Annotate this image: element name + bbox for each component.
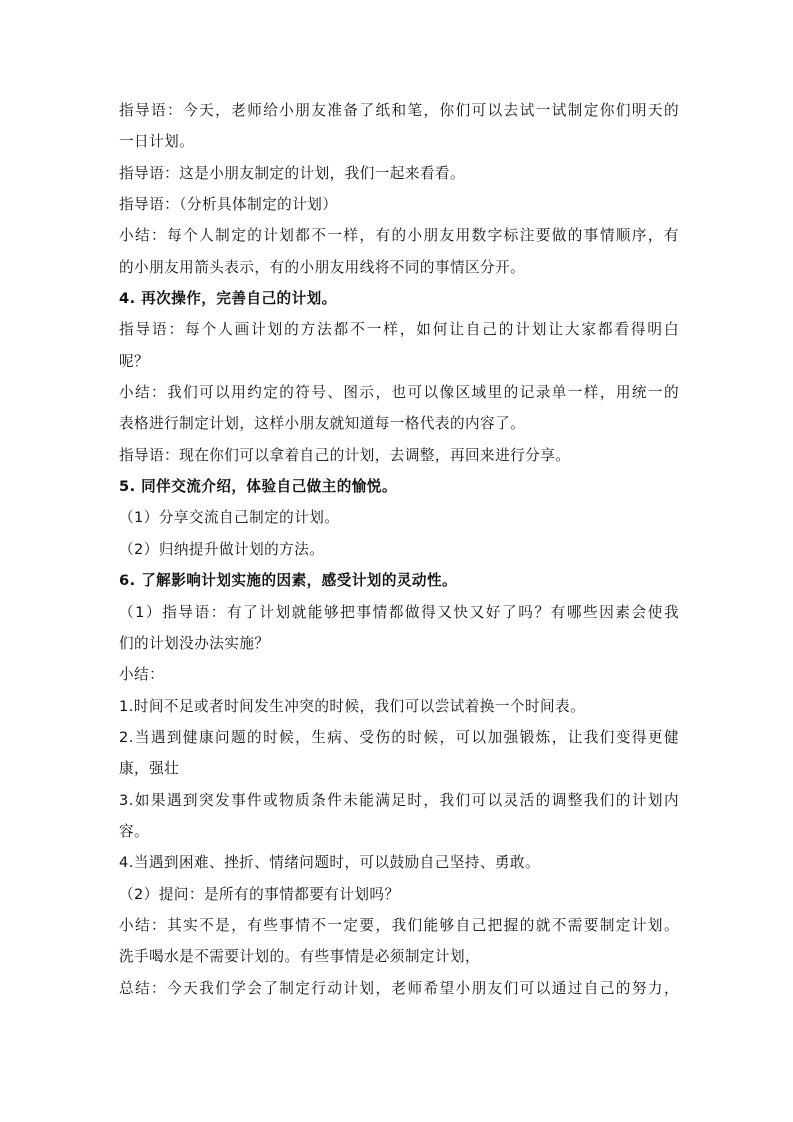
text-line: 表格进行制定计划，这样小朋友就知道每一格代表的内容了。 bbox=[119, 415, 526, 433]
text-line: 小结：我们可以用约定的符号、图示，也可以像区域里的记录单一样，用统一的 bbox=[119, 384, 679, 402]
text-line: 的小朋友用箭头表示，有的小朋友用线将不同的事情区分开。 bbox=[119, 258, 526, 276]
section-heading: 6. 了解影响计划实施的因素，感受计划的灵动性。 bbox=[119, 572, 458, 590]
document-page bbox=[119, 95, 679, 1004]
text-line: 康，强壮 bbox=[119, 760, 180, 778]
text-line: 4.当遇到困难、挫折、情绪问题时，可以鼓励自己坚持、勇敢。 bbox=[119, 854, 541, 872]
text-line: 小结：每个人制定的计划都不一样，有的小朋友用数字标注要做的事情顺序，有 bbox=[119, 227, 679, 245]
text-line: 指导语：现在你们可以拿着自己的计划，去调整，再回来进行分享。 bbox=[119, 446, 571, 464]
text-line: 呢？ bbox=[119, 352, 150, 370]
text-line: 洗手喝水是不需要计划的。有些事情是必须制定计划， bbox=[119, 948, 481, 966]
text-line: 指导语：每个人画计划的方法都不一样，如何让自己的计划让大家都看得明白 bbox=[119, 321, 679, 339]
text-line: 小结：其实不是，有些事情不一定要，我们能够自己把握的就不需要制定计划。 bbox=[119, 916, 679, 934]
text-line: 一日计划。 bbox=[119, 133, 195, 151]
text-line: 小结： bbox=[119, 666, 165, 684]
section-heading: 4. 再次操作，完善自己的计划。 bbox=[119, 290, 337, 308]
text-line: 指导语：这是小朋友制定的计划，我们一起来看看。 bbox=[119, 164, 466, 182]
text-line: （2）归纳提升做计划的方法。 bbox=[119, 540, 325, 558]
text-line: （1）指导语：有了计划就能够把事情都做得又快又好了吗？有哪些因素会使我 bbox=[119, 603, 679, 621]
text-line: 指导语：（分析具体制定的计划） bbox=[119, 196, 338, 214]
text-line: 1.时间不足或者时间发生冲突的时候，我们可以尝试着换一个时间表。 bbox=[119, 697, 586, 715]
text-line: 容。 bbox=[119, 822, 150, 840]
text-line: 2.当遇到健康问题的时候，生病、受伤的时候，可以加强锻炼，让我们变得更健 bbox=[119, 728, 679, 746]
text-line: 们的计划没办法实施？ bbox=[119, 634, 270, 652]
text-line: 指导语：今天，老师给小朋友准备了纸和笔，你们可以去试一试制定你们明天的 bbox=[119, 102, 679, 119]
text-line: 总结：今天我们学会了制定行动计划，老师希望小朋友们可以通过自己的努力， bbox=[119, 979, 679, 997]
text-line: 3.如果遇到突发事件或物质条件未能满足时，我们可以灵活的调整我们的计划内 bbox=[119, 791, 679, 809]
section-heading: 5. 同伴交流介绍，体验自己做主的愉悦。 bbox=[119, 478, 397, 496]
text-line: （1）分享交流自己制定的计划。 bbox=[119, 509, 340, 527]
text-line: （2）提问：是所有的事情都要有计划吗？ bbox=[119, 885, 400, 903]
